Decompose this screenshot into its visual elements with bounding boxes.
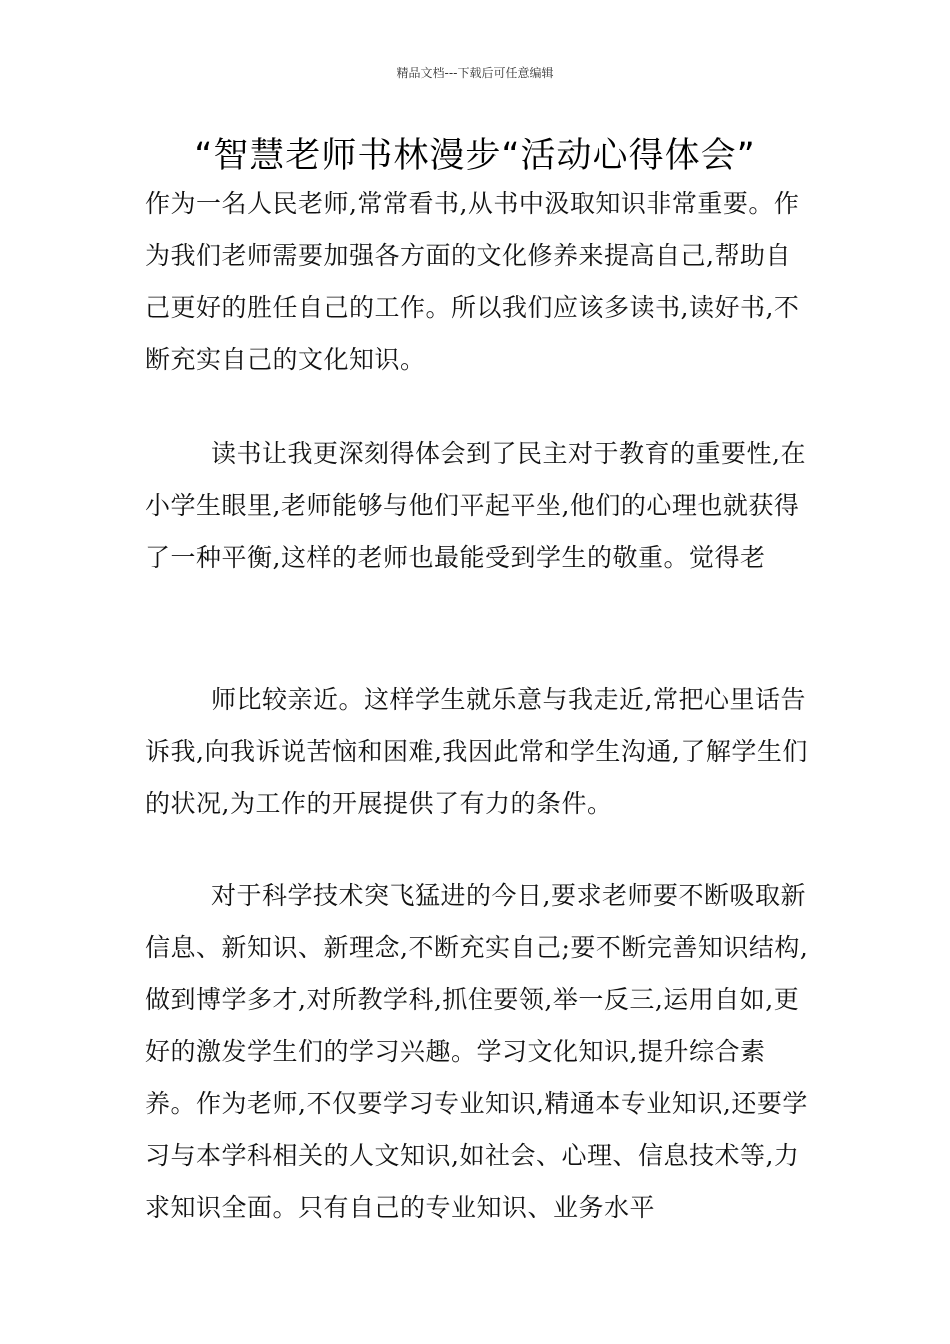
paragraph-3: 师比较亲近。这样学生就乐意与我走近,常把心里话告诉我,向我诉说苦恼和困难,我因此常和学生沟通,了解学生们的状况,为工作的开展提供了有力的条件。 [145,685,808,818]
paragraph-4: 对于科学技术突飞猛进的今日,要求老师要不断吸取新信息、新知识、新理念,不断充实自己;要不断完善知识结构,做到博学多才,对所教学科,抓住要领,举一反三,运用自如,更好的激发学生们的学习兴趣。学习文化知识,提升综合素养。作为老师,不仅要学习专业知识,精通本专业知识,还要学习与本学科相关的人文知识,如社会、心理、信息技术等,力求知识全面。只有自己的专业知识、业务水平 [145,881,809,1222]
document-title: “智慧老师书林漫步“活动心得体会” [194,136,756,176]
header-note: 精品文档---下载后可任意编辑 [396,66,554,80]
paragraph-2: 读书让我更深刻得体会到了民主对于教育的重要性,在小学生眼里,老师能够与他们平起平坐,他们的心理也就获得了一种平衡,这样的老师也最能受到学生的敬重。觉得老 [145,439,806,572]
paragraph-1: 作为一名人民老师,常常看书,从书中汲取知识非常重要。作为我们老师需要加强各方面的文化修养来提高自己,帮助自己更好的胜任自己的工作。所以我们应该多读书,读好书,不断充实自己的文化知识。 [145,189,800,374]
